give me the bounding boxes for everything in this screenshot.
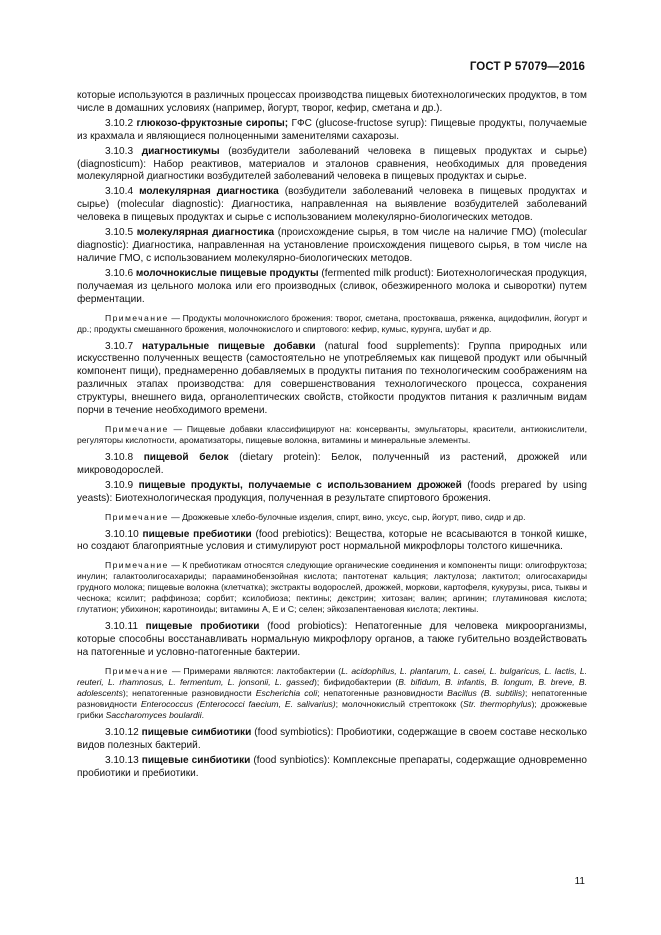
term-entry-3-10-8: [77, 452, 587, 478]
term-definition: (food probiotics): Непатогенные для человека микроорганизмы, которые способны восстанавливать нормальную микрофлору органов, а также губительно воздействовать на патогенные и условно-патогенные бактерии.: [77, 621, 587, 659]
entry-number: 3.10.3: [105, 145, 142, 157]
entry-number: 3.10.8: [105, 451, 144, 463]
entry-number: 3.10.9: [105, 479, 139, 491]
term-entry-3-10-11: [77, 621, 587, 660]
entry-number: 3.10.4: [105, 186, 140, 198]
term-title: пищевые симбиотики: [141, 727, 252, 739]
term-title: молочнокислые пищевые продукты: [135, 267, 319, 279]
term-title: пищевые синбиотики: [141, 754, 251, 766]
entry-number: 3.10.7: [105, 340, 142, 352]
term-entry-3-10-12: [77, 727, 587, 753]
term-title: пищевые пребиотики: [142, 528, 252, 540]
term-entry-3-10-7: [77, 341, 587, 418]
note-text: — Примерами являются: лактобактерии (: [168, 666, 342, 677]
term-title: глюкозо-фруктозные сиропы;: [136, 117, 289, 129]
note-text: ); непатогенные разновидности: [122, 688, 256, 699]
note-text: ); бифидобактерии (: [313, 677, 399, 688]
entry-number: 3.10.5: [105, 227, 137, 239]
term-entry-3-10-9: [77, 480, 587, 506]
note-text: — К пребиотикам относятся следующие органические соединения и компоненты пищи: олигофруктоза; инулин; галактоолигосахариды; парааминобензойная кислота; пантотенат кальция; лактулоза; лактитол; олигосахариды грудного молока; пищевые волокна (клетчатка); экстракты водорослей, дрожжей, моркови, картофеля, кукурузы, риса, тыквы и чеснока; ксилит; раффиноза; сорбит; ксилобиоза; пектины; декстрин; хитозан; валин; аргинин; глутаминовая кислота; глутатион; убихинон; каротиноиды; витамины А, Е и С; селен; эйкозапентаеновая кислота; лектины.: [77, 560, 587, 615]
species-list-lactobacilli: L. acidophilus, L. plantarum, L. casei, L. bulgaricus, L. lactis, L. reuteri, L. rhamnosus, L. fermentum, L. jonsonii, L. gassed: [77, 666, 587, 688]
term-definition: (возбудители заболеваний человека в пищевых продуктах и сырье) (molecular diagnostic): Диагностика, направленная на выявление возбудителей заболеваний человека в пищевых продуктах и сырье с использованием молекулярно-биологических методов.: [77, 186, 587, 224]
note-text: — Продукты молочнокислого брожения: творог, сметана, простокваша, ряженка, ацидофилин, йогурт и др.; продукты смешанного брожения, молочнокислого и спиртового: кефир, кумыс, курунга, шубат и др.: [77, 312, 587, 334]
term-entry-3-10-2: [77, 118, 587, 144]
term-entry-3-10-10: [77, 529, 587, 555]
species-name: Bacillus (B. subtilis): [447, 688, 526, 699]
standard-number: ГОСТ Р 57079—2016: [469, 61, 585, 73]
note-3-10-9: [77, 512, 587, 523]
entry-number: 3.10.11: [105, 621, 146, 633]
entry-number: 3.10.13: [105, 754, 142, 766]
term-definition: (food synbiotics): Комплексные препараты, содержащие одновременно пробиотики и пребиотики.: [77, 754, 587, 779]
note-label: Примечание: [105, 312, 169, 323]
entry-number: 3.10.12: [105, 727, 142, 739]
term-entry-3-10-6: [77, 268, 587, 307]
term-title: молекулярная диагностика: [139, 186, 279, 198]
note-label: Примечание: [105, 560, 169, 571]
term-definition: ГФС (glucose-fructose syrup): Пищевые продукты, получаемые из крахмала и являющиеся полноценными заменителями сахарозы.: [77, 117, 587, 142]
term-definition: (возбудители заболеваний человека в пищевых продуктах и сырье) (diagnosticum): Набор реактивов, материалов и эталонов сравнения, необходимых для проведения молекулярной диагностики возбудителей заболеваний человека в пищевых продуктах и сырье.: [77, 145, 588, 183]
term-title: диагностикумы: [141, 145, 220, 157]
term-entry-3-10-5: [77, 227, 587, 266]
note-3-10-10: [77, 560, 587, 615]
entry-number: 3.10.2: [105, 117, 137, 129]
term-definition: (fermented milk product): Биотехнологическая продукция, получаемая из цельного молока или его производных (сливок, обезжиренного молока и сыворотки) путем ферментации.: [77, 267, 587, 305]
term-title: молекулярная диагностика: [136, 227, 275, 239]
entry-number: 3.10.10: [105, 528, 143, 540]
species-name: Str. thermophylus: [462, 699, 532, 710]
term-title: пищевые пробиотики: [145, 621, 260, 633]
species-name: Saccharomyces boulardii: [105, 710, 202, 721]
term-entry-3-10-4: [77, 186, 587, 225]
term-definition: (food symbiotics): Пробиотики, содержащие в своем составе несколько видов полезных бактерий.: [77, 727, 587, 751]
note-text: ; непатогенные разновидности: [317, 688, 448, 699]
note-text: ); дрожжевые грибки: [77, 699, 588, 721]
term-entry-3-10-13: [77, 755, 587, 781]
note-3-10-6: [77, 313, 587, 335]
note-text: .: [201, 710, 204, 721]
term-definition: (dietary protein): Белок, полученный из растений, дрожжей или микроводорослей.: [77, 451, 587, 476]
term-entry-3-10-3: [77, 146, 587, 185]
entry-number: 3.10.6: [105, 267, 136, 279]
note-text: ; непатогенные разновидности: [77, 688, 588, 710]
term-title: пищевые продукты, получаемые с использованием дрожжей: [138, 479, 462, 491]
note-label: Примечание: [105, 511, 169, 522]
term-title: пищевой белок: [143, 451, 229, 463]
note-text: — Пищевые добавки классифицируют на: консерванты, эмульгаторы, красители, антиокислители, регуляторы кислотности, ароматизаторы, пищевые волокна, витамины и минеральные элементы.: [77, 423, 587, 445]
note-text: — Дрожжевые хлебо-булочные изделия, спирт, вино, уксус, сыр, йогурт, пиво, сидр и др.: [168, 511, 526, 522]
note-3-10-7: [77, 424, 587, 446]
page-number: 11: [574, 876, 585, 887]
species-name: Escherichia coli: [255, 688, 318, 699]
term-definition: (происхождение сырья, в том числе на наличие ГМО) (molecular diagnostic): Диагностика, направленная на установление происхождения пищевого сырья, в том числе на наличие ГМО, с использованием молекулярно-биологических методов.: [77, 227, 587, 264]
note-text: ; молочнокислый стрептококк (: [335, 699, 463, 710]
paragraph-continuation: которые используются в различных процессах производства пищевых биотехнологических продуктов, в том числе в домашних условиях (например, йогурт, творог, кефир, сметана и др.).: [77, 90, 587, 114]
note-label: Примечание: [105, 423, 169, 434]
note-label: Примечание: [105, 666, 169, 677]
species-list-bifidobacteria: B. bifidum, B. infantis, B. longum, B. breve, B. adolescents: [77, 677, 587, 699]
species-name: Enterococcus (Enterococci faecium, E. salivarius): [140, 699, 336, 710]
note-3-10-11: [77, 666, 587, 721]
term-definition: (foods prepared by using yeasts): Биотехнологическая продукция, полученная в результате спиртового брожения.: [77, 479, 588, 504]
term-definition: (natural food supplements): Группа природных или искусственно полученных веществ (самостоятельно не употребляемых как пищевой продукт или обычный компонент пищи), преднамеренно добавляемых в продукты питания по технологическим соображениям на различных этапах производства: для совершенствования технологического процесса, сохранения структуры, внешнего вида, органолептических свойств, стойкости продуктов питания к различным видам порчи в течение необходимого времени.: [77, 340, 587, 417]
page-content: [77, 90, 587, 781]
term-definition: (food prebiotics): Вещества, которые не всасываются в тонкой кишке, но создают благоприятные условия и стимулируют рост нормальной микрофлоры толстого кишечника.: [77, 528, 588, 553]
term-title: натуральные пищевые добавки: [141, 340, 316, 352]
